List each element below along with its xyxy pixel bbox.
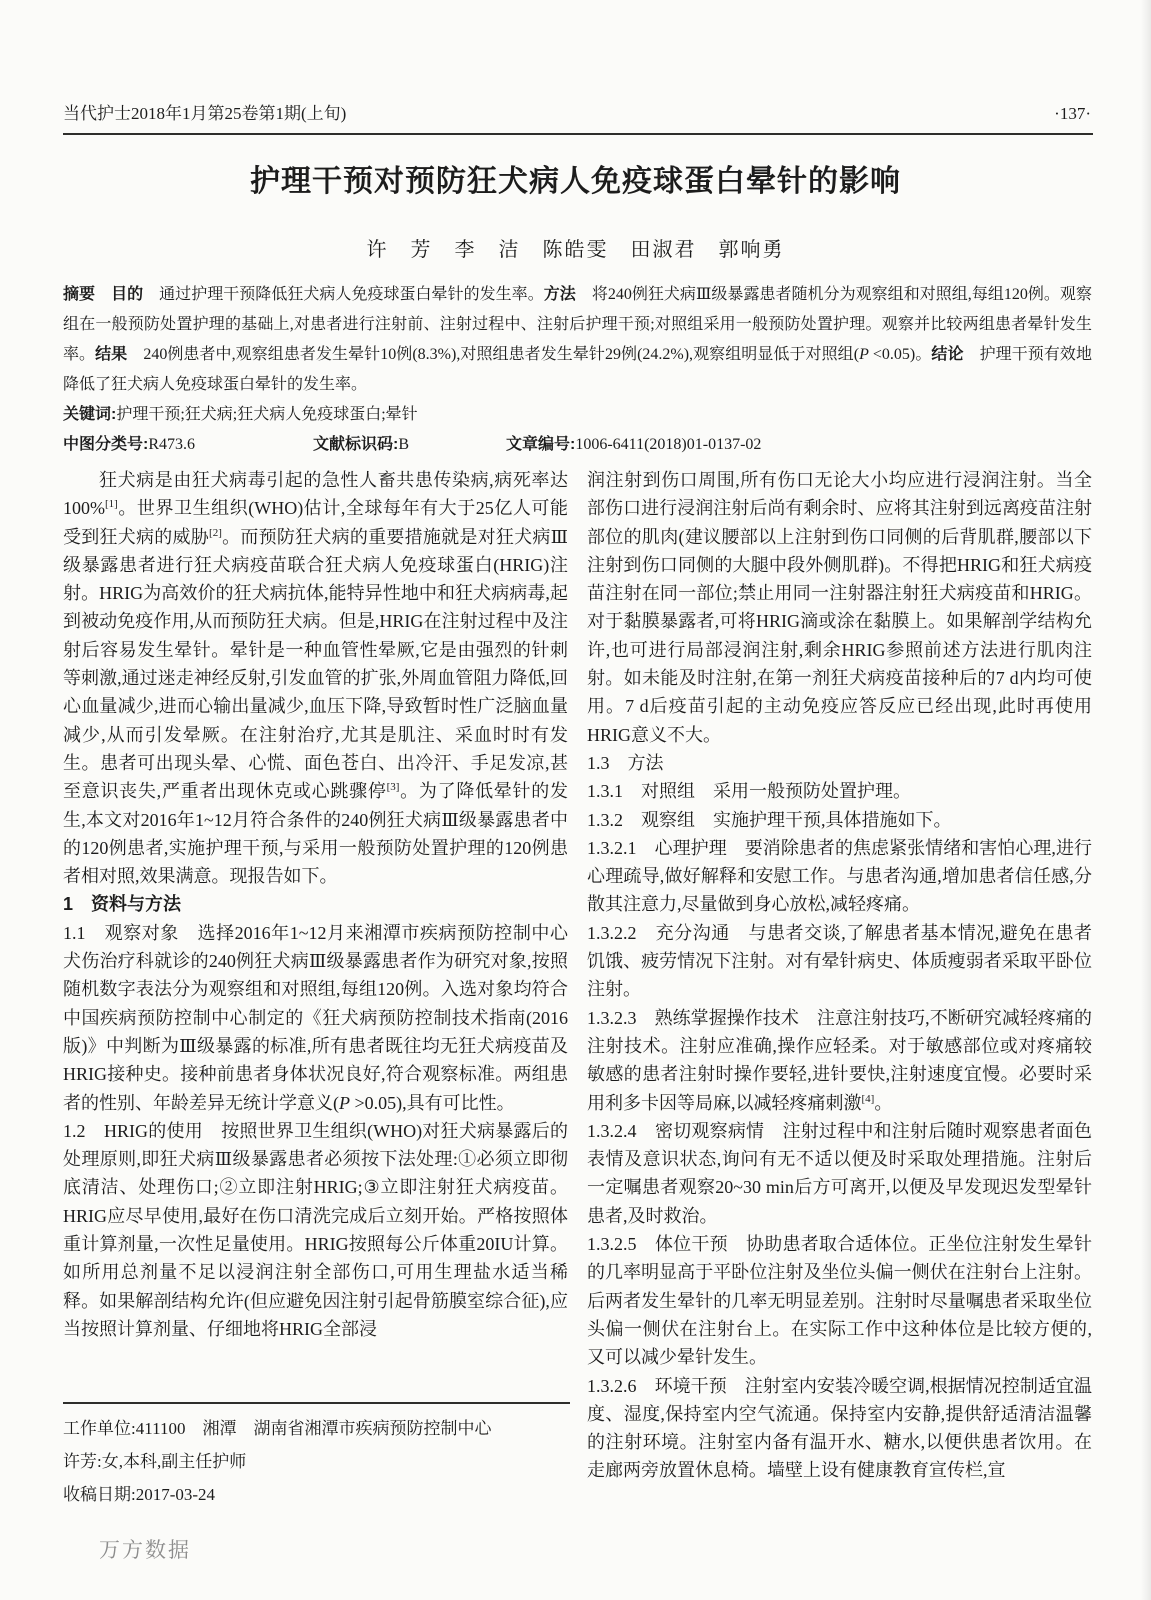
- text-run: 。: [874, 1092, 893, 1113]
- citation-ref: [2]: [209, 526, 222, 539]
- citation-ref: [1]: [105, 498, 118, 511]
- footnote-block: [63, 1402, 570, 1511]
- body-paragraph: [63, 466, 568, 890]
- text-run: 1.3.2.4 密切观察病情 注射过程中和注射后随时观察患者面色表情及意识状态,询问有无不适以便及时采取处理措施。注射后一定嘱患者观察20~30 min后方可离开,以便及早发现迟发型晕针患者,及时救治。: [587, 1120, 1092, 1226]
- body-paragraph: [63, 919, 568, 1117]
- text-run: 目的: [111, 286, 160, 303]
- page-header: [63, 102, 1091, 126]
- journal-issue-line: 当代护士2018年1月第25卷第1期(上旬): [63, 104, 347, 123]
- text-run: >0.05),具有可比性。: [350, 1092, 515, 1113]
- text-run: 1.3.2.3 熟练掌握操作技术 注意注射技巧,不断研究减轻疼痛的注射技术。注射应准确,操作应轻柔。对于敏感部位或对疼痛较敏感的患者注射时操作要轻,进针要快,注射速度宜慢。必要时采用利多卡因等局麻,以减轻疼痛刺激: [587, 1007, 1092, 1113]
- text-run: 。而预防狂犬病的重要措施就是对狂犬病Ⅲ级暴露患者进行狂犬病疫苗联合狂犬病人免疫球蛋白(HRIG)注射。HRIG为高效价的狂犬病抗体,能特异性地中和狂犬病病毒,起到被动免疫作用,从而预防狂犬病。但是,HRIG在注射过程中及注射后容易发生晕针。晕针是一种血管性晕厥,它是由强烈的针刺等刺激,通过迷走神经反射,引发血管的扩张,外周血管阻力降低,回心血量减少,进而心输出量减少,血压下降,导致暂时性广泛脑血量减少,从而引发晕厥。在注射治疗,尤其是肌注、采血时时有发生。患者可出现头晕、心慌、面色苍白、出冷汗、手足发凉,甚至意识丧失,严重者出现休克或心跳骤停: [63, 526, 568, 802]
- body-paragraph: [587, 749, 1092, 777]
- citation-ref: [3]: [386, 781, 400, 794]
- text-run: 通过护理干预降低狂犬病人免疫球蛋白晕针的发生率。: [159, 286, 544, 303]
- text-run: 1.1 观察对象 选择2016年1~12月来湘潭市疾病预防控制中心犬伤治疗科就诊的240例狂犬病Ⅲ级暴露患者作为研究对象,按照随机数字表法分为观察组和对照组,每组120例。入选对象均符合中国疾病预防控制中心制定的《狂犬病预防控制技术指南(2016版)》中判断为Ⅲ级暴露的标准,所有患者既往均无狂犬病疫苗及HRIG接种史。接种前患者身体状况良好,符合观察标准。两组患者的性别、年龄差异无统计学意义(: [63, 922, 568, 1113]
- text-run: P: [859, 346, 869, 363]
- body-paragraph: [587, 466, 1092, 749]
- body-paragraph: [587, 1230, 1092, 1371]
- section-heading: [63, 890, 568, 918]
- column-right: [587, 466, 1092, 1512]
- text-run: 1 资料与方法: [63, 894, 182, 915]
- article-title: 护理干预对预防狂犬病人免疫球蛋白晕针的影响: [250, 165, 901, 198]
- body-paragraph: [63, 1412, 570, 1445]
- text-run: 工作单位:411100 湘潭 湖南省湘潭市疾病预防控制中心: [63, 1419, 492, 1438]
- text-run: 1.3 方法: [587, 752, 664, 773]
- text-run: 护理干预;狂犬病;狂犬病人免疫球蛋白;晕针: [116, 406, 418, 423]
- clc-number: 中图分类号:R473.6: [63, 436, 196, 453]
- abstract-block: [63, 280, 1092, 460]
- text-run: 润注射到伤口周围,所有伤口无论大小均应进行浸润注射。当全部伤口进行浸润注射后尚有剩余时、应将其注射到远离疫苗注射部位的肌肉(建议腰部以上注射到伤口同侧的后背肌群,腰部以下注射到伤口同侧的大腿中段外侧肌群)。不得把HRIG和狂犬病疫苗注射在同一部位;禁止用同一注射器注射狂犬病疫苗和HRIG。对于黏膜暴露者,可将HRIG滴或涂在黏膜上。如果解剖学结构允许,也可进行局部浸润注射,剩余HRIG参照前述方法进行肌肉注射。如未能及时注射,在第一剂狂犬病疫苗接种后的7 d内均可使用。7 d后疫苗引起的主动免疫应答反应已经出现,此时再使用HRIG意义不大。: [587, 470, 1092, 745]
- body-paragraph: [587, 834, 1092, 919]
- text-run: P: [339, 1092, 350, 1113]
- text-run: 将240例狂犬病Ⅲ级暴露患者随机分为观察组和对照组,每组120例。观察组在一般预防处置护理的基础上,对患者进行注射前、注射过程中、注射后护理干预;对照组采用一般预防处置护理。观察并比较两组患者晕针发生率。: [63, 286, 1092, 363]
- text-run: 收稿日期:2017-03-24: [63, 1485, 216, 1504]
- text-run: 方法: [543, 286, 592, 303]
- document-code: 文献标识码:B: [313, 436, 410, 453]
- wanfang-watermark: 万方数据: [99, 1539, 191, 1562]
- citation-ref: [4]: [861, 1092, 875, 1105]
- text-run: 关键词:: [63, 406, 117, 423]
- text-run: <0.05)。: [868, 346, 932, 363]
- text-run: 1.3.2 观察组 实施护理干预,具体措施如下。: [587, 809, 952, 830]
- text-run: 1.3.1 对照组 采用一般预防处置护理。: [587, 781, 911, 802]
- body-paragraph: [63, 1478, 570, 1511]
- body-paragraph: [63, 1117, 568, 1343]
- body-paragraph: [587, 919, 1092, 1004]
- header-rule: [63, 133, 1093, 135]
- body-paragraph: [587, 806, 1092, 834]
- body-paragraph: [63, 1445, 570, 1478]
- text-run: 。世界卫生组织(WHO)估计,全球每年有大于25亿人可能受到狂犬病的威胁: [63, 498, 568, 547]
- text-run: 结果: [95, 346, 144, 363]
- text-run: 1.3.2.1 心理护理 要消除患者的焦虑紧张情绪和害怕心理,进行心理疏导,做好解释和安慰工作。与患者沟通,增加患者信任感,分散其注意力,尽量做到身心放松,减轻疼痛。: [587, 837, 1092, 915]
- text-run: 1.3.2.5 体位干预 协助患者取合适体位。正坐位注射发生晕针的几率明显高于平卧位注射及坐位头偏一侧伏在注射台上注射。后两者发生晕针的几率无明显差别。注射时尽量嘱患者采取坐位头偏一侧伏在注射台上。在实际工作中这种体位是比较方便的,又可以减少晕针发生。: [587, 1234, 1092, 1368]
- authors-line: 许 芳 李 洁 陈皓雯 田淑君 郭响勇: [366, 239, 785, 261]
- body-paragraph: [587, 1117, 1092, 1230]
- text-run: 240例患者中,观察组患者发生晕针10例(8.3%),对照组患者发生晕针29例(24.2%),观察组明显低于对照组(: [143, 346, 860, 363]
- keywords-line: [63, 400, 1092, 430]
- text-run: 1.3.2.2 充分沟通 与患者交谈,了解患者基本情况,避免在患者饥饿、疲劳情况下注射。对有晕针病史、体质瘦弱者采取平卧位注射。: [587, 922, 1092, 1000]
- text-run: 许芳:女,本科,副主任护师: [63, 1452, 247, 1471]
- two-column-body: [63, 466, 1092, 1512]
- text-run: 摘要: [63, 286, 112, 303]
- column-left: [63, 466, 568, 1400]
- page-number: ·137·: [1054, 104, 1091, 123]
- text-run: 1.2 HRIG的使用 按照世界卫生组织(WHO)对狂犬病暴露后的处理原则,即狂犬病Ⅲ级暴露患者必须按下法处理:①必须立即彻底清洁、处理伤口;②立即注射HRIG;③立即注射狂犬病疫苗。HRIG应尽早使用,最好在伤口清洗完成后立刻开始。严格按照体重计算剂量,一次性足量使用。HRIG按照每公斤体重20IU计算。如所用总剂量不足以浸润注射全部伤口,可用生理盐水适当稀释。如果解剖结构允许(但应避免因注射引起骨筋膜室综合征),应当按照计算剂量、仔细地将HRIG全部浸: [63, 1120, 568, 1339]
- article-id: 文章编号:1006-6411(2018)01-0137-02: [506, 436, 762, 453]
- body-paragraph: [587, 1004, 1092, 1117]
- text-run: 狂犬病是由狂犬病毒引起的急性人畜共患传染病,病死率达100%: [63, 470, 568, 519]
- body-paragraph: [587, 777, 1092, 805]
- text-run: 护理干预有效地降低了狂犬病人免疫球蛋白晕针的发生率。: [63, 346, 1092, 393]
- text-run: 1.3.2.6 环境干预 注射室内安装冷暖空调,根据情况控制适宜温度、湿度,保持室内空气流通。保持室内安静,提供舒适清洁温馨的注射环境。注射室内备有温开水、糖水,以便供患者饮用。在走廊两旁放置休息椅。墙壁上设有健康教育宣传栏,宣: [587, 1375, 1092, 1481]
- abstract-paragraph: [63, 280, 1092, 400]
- body-paragraph: [587, 1372, 1092, 1485]
- text-run: 。为了降低晕针的发生,本文对2016年1~12月符合条件的240例狂犬病Ⅲ级暴露患者中的120例患者,实施护理干预,与采用一般预防处置护理的120例患者相对照,效果满意。现报告如下。: [63, 781, 568, 887]
- classification-line: [63, 430, 1092, 460]
- text-run: 结论: [931, 346, 980, 363]
